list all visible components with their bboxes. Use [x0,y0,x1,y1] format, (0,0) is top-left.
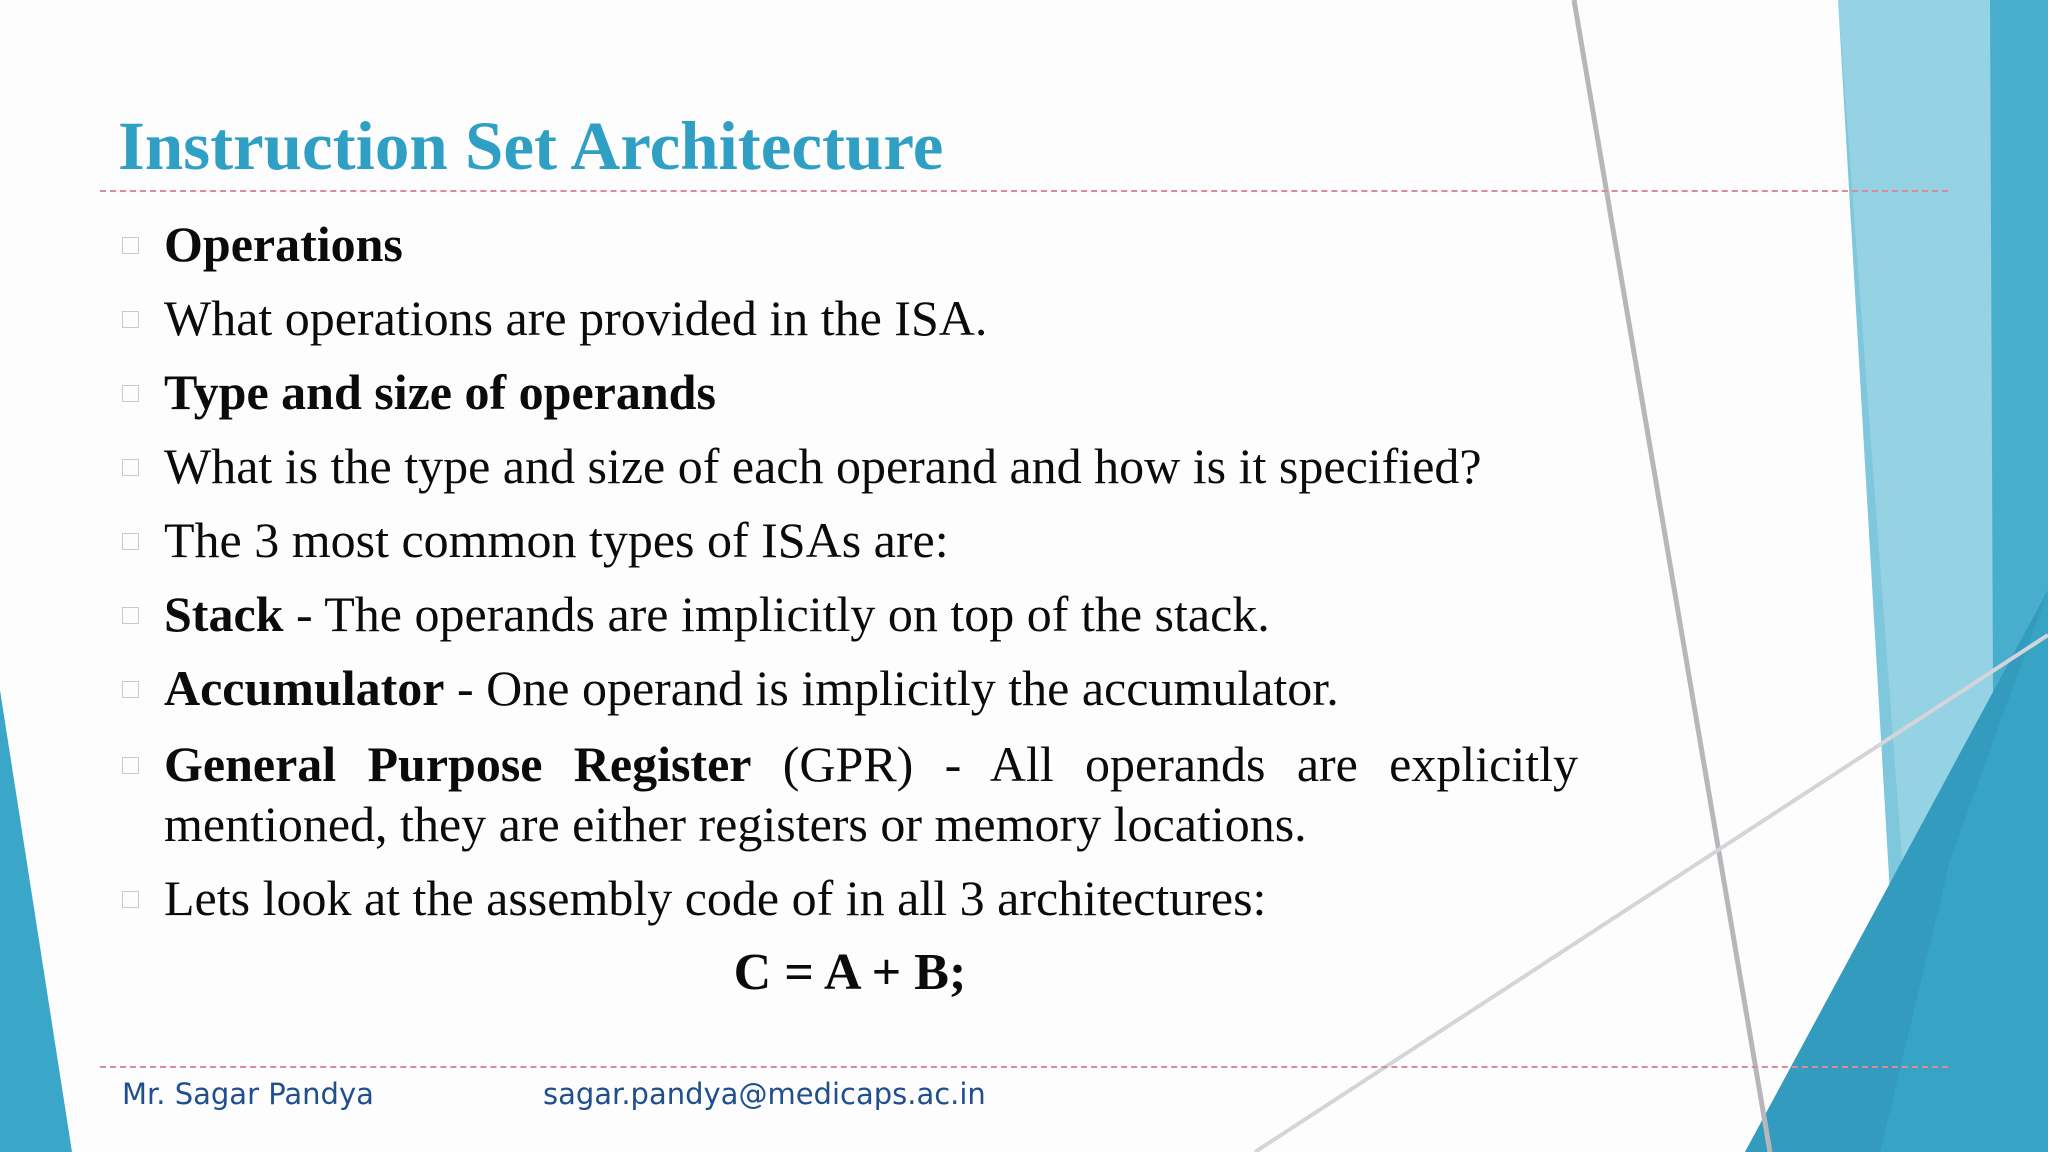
bullet-bold-label: General Purpose Register [164,736,752,792]
bullet-square-icon [122,757,139,774]
bullet-square-icon [122,607,139,624]
bullet-operations [122,214,1578,274]
bullet-square-icon [122,681,139,698]
bullet-gpr [122,734,1578,854]
bullet-operations-desc [122,288,1578,348]
bullet-assembly [122,868,1578,928]
bullet-text: What is the type and size of each operand and how is it specified? [164,438,1482,494]
bullet-text: The 3 most common types of ISAs are: [164,512,949,568]
bullet-text: (GPR) - All operands are explicitly mentioned, they are either registers or memory locations. [164,736,1578,852]
bullet-text: - One operand is implicitly the accumulator. [444,660,1339,716]
bullet-square-icon [122,385,139,402]
bullet-square-icon [122,533,139,550]
bullet-bold-label: Stack [164,586,284,642]
bullet-text: What operations are provided in the ISA. [164,290,988,346]
footer-author: Mr. Sagar Pandya [122,1077,374,1111]
bullet-square-icon [122,891,139,908]
bullet-accumulator [122,658,1578,718]
bullet-text: Lets look at the assembly code of in all 3 architectures: [164,870,1267,926]
footer-divider [100,1066,1948,1068]
bullet-square-icon [122,311,139,328]
bullet-operand-types-desc [122,436,1578,496]
bullet-square-icon [122,459,139,476]
bullet-bold-label: Type and size of operands [164,364,716,420]
bullet-square-icon [122,237,139,254]
bullet-bold-label: Operations [164,216,403,272]
slide-title: Instruction Set Architecture [118,108,944,184]
bullet-text: - The operands are implicitly on top of the stack. [283,586,1270,642]
formula: C = A + B; [733,944,967,1001]
bullet-isa-types [122,510,1578,570]
bullet-stack [122,584,1578,644]
bullet-operand-types [122,362,1578,422]
bullet-bold-label: Accumulator [164,660,445,716]
footer-email: sagar.pandya@medicaps.ac.in [543,1077,986,1111]
